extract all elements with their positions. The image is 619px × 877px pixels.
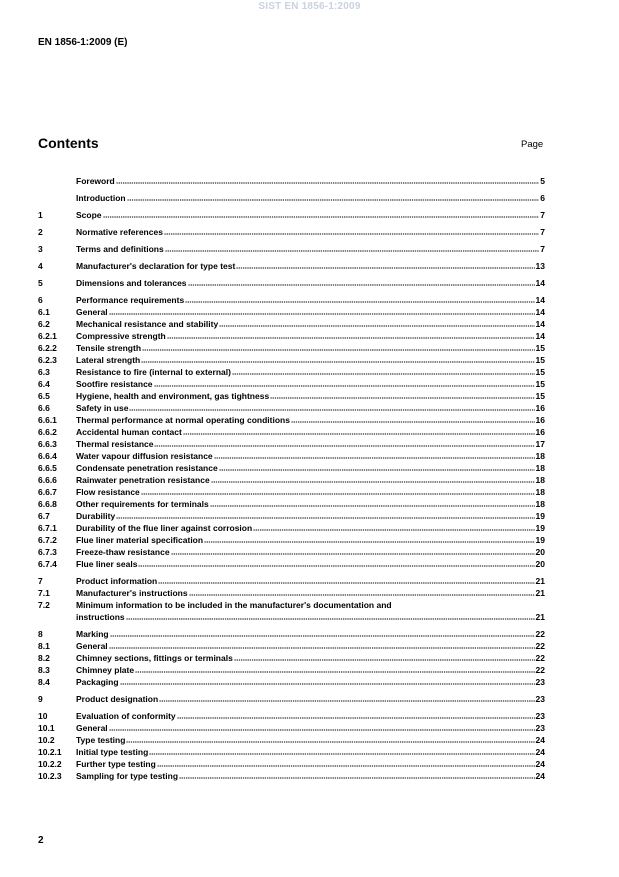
toc-entry-page: 23 bbox=[535, 711, 545, 721]
toc-leader-dots bbox=[188, 276, 535, 286]
toc-entry-number: 2 bbox=[38, 227, 43, 237]
toc-entry-number: 8 bbox=[38, 629, 43, 639]
toc-leader-dots bbox=[129, 401, 534, 411]
toc-leader-dots bbox=[210, 497, 535, 507]
toc-entry-number: 10.2.1 bbox=[38, 747, 62, 757]
toc-entry-number: 9 bbox=[38, 694, 43, 704]
toc-entry-number: 1 bbox=[38, 210, 43, 220]
toc-entry-number: 7.1 bbox=[38, 588, 50, 598]
toc-entry-title: Scope bbox=[76, 210, 102, 220]
toc-leader-dots bbox=[234, 651, 535, 661]
toc-entry-title: Dimensions and tolerances bbox=[76, 278, 187, 288]
toc-entry-number: 10.2.3 bbox=[38, 771, 62, 781]
toc-entry-title: Minimum information to be included in the manufacturer's documentation and bbox=[76, 600, 392, 610]
toc-entry-title: Durability of the flue liner against corrosion bbox=[76, 523, 253, 533]
toc-leader-dots bbox=[291, 413, 535, 423]
toc-entry-page: 21 bbox=[535, 576, 545, 586]
toc-entry[interactable] bbox=[38, 587, 545, 599]
toc-entry-page: 18 bbox=[535, 451, 545, 461]
toc-leader-dots bbox=[253, 521, 534, 531]
toc-leader-dots bbox=[232, 365, 535, 375]
toc-entry-title: Hygiene, health and environment, gas tightness bbox=[76, 391, 270, 401]
toc-entry-page: 19 bbox=[535, 511, 545, 521]
toc-entry-number: 6.2.1 bbox=[38, 331, 57, 341]
toc-entry-title: Accidental human contact bbox=[76, 427, 182, 437]
toc-entry-title: Marking bbox=[76, 629, 109, 639]
toc-leader-dots bbox=[110, 627, 535, 637]
toc-entry-number: 6.6.6 bbox=[38, 475, 57, 485]
toc-entry-title: Safety in use bbox=[76, 403, 129, 413]
toc-entry-page: 15 bbox=[535, 355, 545, 365]
toc-entry[interactable] bbox=[38, 243, 545, 255]
toc-entry-page: 23 bbox=[535, 677, 545, 687]
toc-entry-title: Manufacturer's instructions bbox=[76, 588, 188, 598]
toc-entry-title: Tensile strength bbox=[76, 343, 142, 353]
toc-entry-title: Other requirements for terminals bbox=[76, 499, 209, 509]
toc-entry-number: 10.2.2 bbox=[38, 759, 62, 769]
toc-entry-title: Chimney plate bbox=[76, 665, 135, 675]
toc-leader-dots bbox=[138, 557, 534, 567]
toc-entry-page: 24 bbox=[535, 735, 545, 745]
toc-entry-page: 18 bbox=[535, 487, 545, 497]
toc-entry-page: 23 bbox=[535, 694, 545, 704]
toc-entry-page: 20 bbox=[535, 547, 545, 557]
toc-entry-page: 5 bbox=[540, 176, 545, 186]
toc-entry-number: 8.3 bbox=[38, 665, 50, 675]
toc-entry-title: Evaluation of conformity bbox=[76, 711, 176, 721]
document-id: EN 1856-1:2009 (E) bbox=[38, 37, 128, 48]
toc-entry-number: 10 bbox=[38, 711, 48, 721]
toc-leader-dots bbox=[185, 293, 534, 303]
toc-entry-page: 24 bbox=[535, 771, 545, 781]
toc-leader-dots bbox=[120, 675, 535, 685]
toc-leader-dots bbox=[149, 745, 534, 755]
toc-entry-page: 18 bbox=[535, 463, 545, 473]
toc-entry-page: 14 bbox=[535, 331, 545, 341]
toc-entry-title: Resistance to fire (internal to external) bbox=[76, 367, 231, 377]
page-number: 2 bbox=[38, 835, 44, 846]
toc-entry[interactable] bbox=[38, 676, 545, 688]
toc-entry-title: Lateral strength bbox=[76, 355, 141, 365]
toc-entry-number: 6.4 bbox=[38, 379, 50, 389]
toc-leader-dots bbox=[219, 317, 534, 327]
toc-entry-title: Introduction bbox=[76, 193, 126, 203]
toc-entry-page: 15 bbox=[535, 367, 545, 377]
toc-entry-title: General bbox=[76, 641, 108, 651]
toc-entry-title: Thermal resistance bbox=[76, 439, 154, 449]
toc-entry[interactable] bbox=[38, 192, 545, 204]
toc-entry[interactable] bbox=[38, 277, 545, 289]
toc-entry-number: 8.4 bbox=[38, 677, 50, 687]
toc-entry-number: 4 bbox=[38, 261, 43, 271]
toc-entry[interactable] bbox=[38, 209, 545, 221]
toc-leader-dots bbox=[211, 473, 535, 483]
toc-leader-dots bbox=[116, 174, 540, 184]
toc-entry-title: Thermal performance at normal operating conditions bbox=[76, 415, 290, 425]
toc-entry-number: 8.1 bbox=[38, 641, 50, 651]
toc-entry-page: 22 bbox=[535, 665, 545, 675]
toc-entry[interactable] bbox=[38, 693, 545, 705]
toc-entry-number: 6.7.4 bbox=[38, 559, 57, 569]
toc-leader-dots bbox=[109, 305, 535, 315]
toc-entry-page: 14 bbox=[535, 295, 545, 305]
toc-entry-title: Chimney sections, fittings or terminals bbox=[76, 653, 233, 663]
toc-entry-title: Type testing bbox=[76, 735, 126, 745]
toc-entry-title: Sampling for type testing bbox=[76, 771, 179, 781]
toc-entry-number: 6.2.3 bbox=[38, 355, 57, 365]
toc-entry-page: 24 bbox=[535, 747, 545, 757]
toc-leader-dots bbox=[142, 341, 535, 351]
toc-leader-dots bbox=[270, 389, 534, 399]
toc-entry-title: Sootfire resistance bbox=[76, 379, 153, 389]
toc-entry-number: 6.5 bbox=[38, 391, 50, 401]
toc-leader-dots bbox=[158, 574, 534, 584]
toc-entry-number: 6.1 bbox=[38, 307, 50, 317]
toc-leader-dots bbox=[159, 692, 534, 702]
toc-leader-dots bbox=[183, 425, 535, 435]
toc-leader-dots bbox=[167, 329, 535, 339]
toc-entry-title: Product information bbox=[76, 576, 158, 586]
toc-entry-page: 14 bbox=[535, 307, 545, 317]
toc-entry-number: 6.6 bbox=[38, 403, 50, 413]
toc-leader-dots bbox=[109, 639, 535, 649]
toc-leader-dots bbox=[204, 533, 534, 543]
toc-entry-title: General bbox=[76, 307, 108, 317]
toc-leader-dots bbox=[141, 353, 534, 363]
toc-entry-number: 6.6.4 bbox=[38, 451, 57, 461]
toc-entry-title: General bbox=[76, 723, 108, 733]
page-column-label: Page bbox=[521, 139, 544, 150]
toc-entry[interactable] bbox=[38, 770, 545, 782]
toc-leader-dots bbox=[165, 242, 540, 252]
toc-entry-number: 8.2 bbox=[38, 653, 50, 663]
toc-entry-number: 6 bbox=[38, 295, 43, 305]
toc-entry-page: 18 bbox=[535, 475, 545, 485]
toc-entry-page: 7 bbox=[540, 210, 545, 220]
toc-entry-page: 18 bbox=[535, 499, 545, 509]
toc-entry-number: 7 bbox=[38, 576, 43, 586]
toc-entry-number: 6.6.3 bbox=[38, 439, 57, 449]
toc-entry-page: 21 bbox=[535, 612, 545, 622]
toc-entry-page: 7 bbox=[540, 227, 545, 237]
toc-entry-title: Packaging bbox=[76, 677, 119, 687]
contents-title: Contents bbox=[38, 135, 99, 151]
toc-entry-page: 23 bbox=[535, 723, 545, 733]
toc-leader-dots bbox=[214, 449, 535, 459]
toc-entry-page: 19 bbox=[535, 535, 545, 545]
toc-entry[interactable] bbox=[38, 175, 545, 187]
toc-entry-page: 22 bbox=[535, 653, 545, 663]
toc-entry-title: Manufacturer's declaration for type test bbox=[76, 261, 236, 271]
toc-entry-number: 6.7 bbox=[38, 511, 50, 521]
toc-entry-title: Flue liner seals bbox=[76, 559, 138, 569]
toc-entry-page: 22 bbox=[535, 629, 545, 639]
toc-entry-number: 7.2 bbox=[38, 600, 50, 610]
toc-entry-title: Condensate penetration resistance bbox=[76, 463, 218, 473]
toc-entry-number: 10.1 bbox=[38, 723, 55, 733]
toc-entry-title: Flow resistance bbox=[76, 487, 140, 497]
watermark: SIST EN 1856-1:2009 bbox=[258, 1, 361, 12]
toc-entry-page: 19 bbox=[535, 523, 545, 533]
toc-leader-dots bbox=[171, 545, 535, 555]
toc-leader-dots bbox=[154, 437, 534, 447]
toc-entry-page: 7 bbox=[540, 244, 545, 254]
toc-entry[interactable] bbox=[38, 260, 545, 272]
toc-entry-number: 6.6.5 bbox=[38, 463, 57, 473]
toc-entry-page: 15 bbox=[535, 343, 545, 353]
toc-entry-number: 6.6.7 bbox=[38, 487, 57, 497]
toc-leader-dots bbox=[135, 663, 534, 673]
toc-entry-title: Freeze-thaw resistance bbox=[76, 547, 170, 557]
toc-entry-title-continued: instructions bbox=[76, 612, 125, 622]
toc-entry-page: 21 bbox=[535, 588, 545, 598]
toc-entry-continuation[interactable] bbox=[38, 611, 545, 623]
toc-leader-dots bbox=[126, 610, 535, 620]
toc-entry-page: 15 bbox=[535, 379, 545, 389]
toc-entry-number: 6.7.2 bbox=[38, 535, 57, 545]
toc-entry-number: 10.2 bbox=[38, 735, 55, 745]
toc-entry-number: 6.6.8 bbox=[38, 499, 57, 509]
toc-entry[interactable] bbox=[38, 558, 545, 570]
toc-entry-number: 6.2.2 bbox=[38, 343, 57, 353]
toc-entry-number: 6.2 bbox=[38, 319, 50, 329]
toc-leader-dots bbox=[154, 377, 535, 387]
toc-entry-title: Water vapour diffusion resistance bbox=[76, 451, 213, 461]
toc-leader-dots bbox=[116, 509, 534, 519]
toc-entry-title: Product designation bbox=[76, 694, 159, 704]
toc-entry-number: 5 bbox=[38, 278, 43, 288]
toc-leader-dots bbox=[189, 586, 535, 596]
toc-entry-page: 20 bbox=[535, 559, 545, 569]
toc-leader-dots bbox=[126, 733, 534, 743]
toc-entry-page: 16 bbox=[535, 427, 545, 437]
toc-leader-dots bbox=[164, 225, 539, 235]
toc-entry-number: 6.7.3 bbox=[38, 547, 57, 557]
toc-leader-dots bbox=[109, 721, 535, 731]
toc-leader-dots bbox=[219, 461, 535, 471]
toc-leader-dots bbox=[177, 709, 535, 719]
toc-entry-title: Flue liner material specification bbox=[76, 535, 204, 545]
toc-entry-title: Normative references bbox=[76, 227, 163, 237]
toc-leader-dots bbox=[179, 769, 535, 779]
toc-leader-dots bbox=[103, 208, 540, 218]
toc-leader-dots bbox=[236, 259, 534, 269]
toc-entry-number: 6.3 bbox=[38, 367, 50, 377]
toc-entry-title: Rainwater penetration resistance bbox=[76, 475, 210, 485]
toc-entry-page: 14 bbox=[535, 278, 545, 288]
toc-entry-title: Mechanical resistance and stability bbox=[76, 319, 219, 329]
toc-entry-page: 17 bbox=[535, 439, 545, 449]
toc-entry-title: Durability bbox=[76, 511, 116, 521]
toc-entry-page: 24 bbox=[535, 759, 545, 769]
toc-leader-dots bbox=[141, 485, 535, 495]
toc-entry-page: 16 bbox=[535, 403, 545, 413]
toc-entry-title: Initial type testing bbox=[76, 747, 149, 757]
toc-entry-number: 3 bbox=[38, 244, 43, 254]
toc-entry-title: Foreword bbox=[76, 176, 115, 186]
toc-leader-dots bbox=[127, 191, 540, 201]
toc-entry-number: 6.7.1 bbox=[38, 523, 57, 533]
toc-entry-title: Terms and definitions bbox=[76, 244, 164, 254]
toc-entry-page: 22 bbox=[535, 641, 545, 651]
toc-entry-page: 15 bbox=[535, 391, 545, 401]
toc-entry-page: 16 bbox=[535, 415, 545, 425]
table-of-contents bbox=[38, 175, 545, 782]
toc-entry-page: 6 bbox=[540, 193, 545, 203]
toc-entry-title: Compressive strength bbox=[76, 331, 166, 341]
toc-entry-page: 13 bbox=[535, 261, 545, 271]
toc-entry-number: 6.6.2 bbox=[38, 427, 57, 437]
toc-leader-dots bbox=[157, 757, 535, 767]
toc-entry-title: Further type testing bbox=[76, 759, 156, 769]
toc-entry-number: 6.6.1 bbox=[38, 415, 57, 425]
toc-entry[interactable] bbox=[38, 226, 545, 238]
toc-entry-page: 14 bbox=[535, 319, 545, 329]
toc-entry-title: Performance requirements bbox=[76, 295, 185, 305]
